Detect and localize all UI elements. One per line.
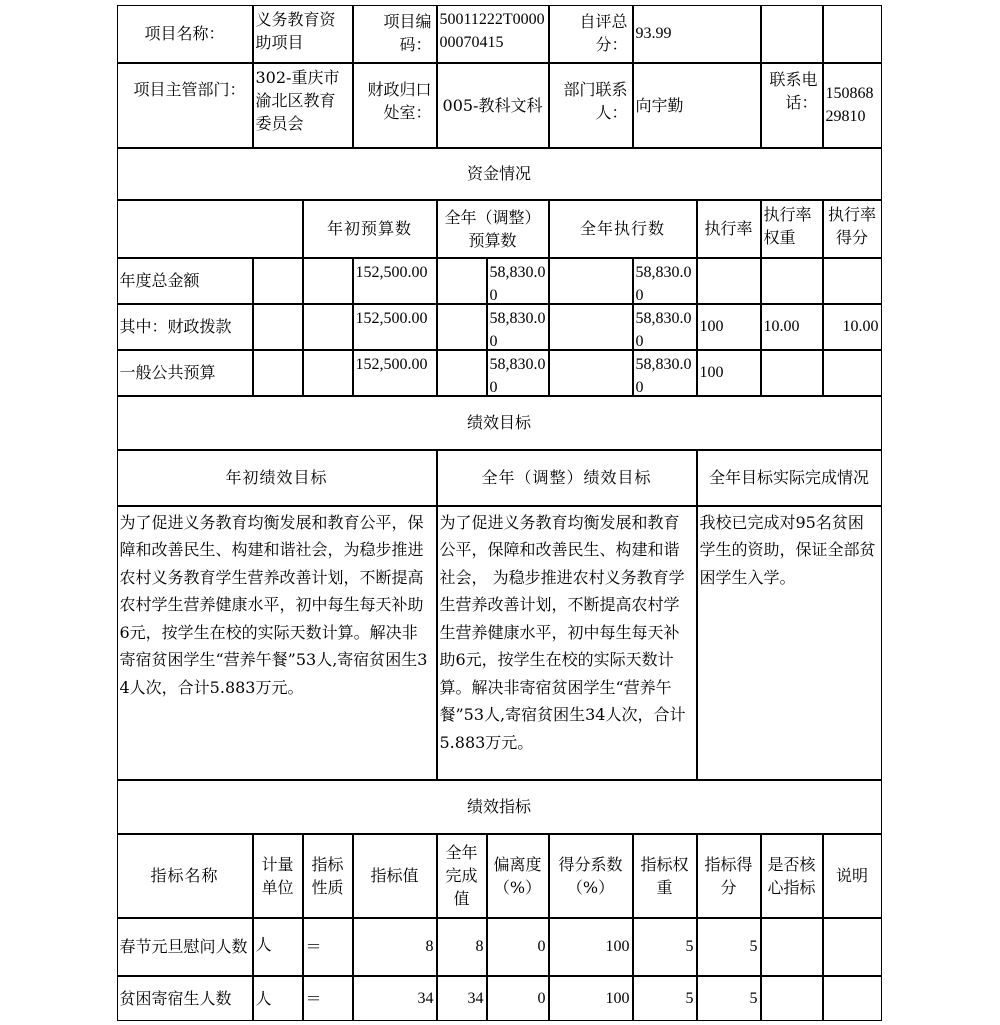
funds-row-initial: 152,500.00 (353, 350, 437, 396)
empty-cell (253, 258, 303, 304)
score-value: 93.99 (633, 5, 761, 63)
empty-cell (303, 258, 353, 304)
funds-header-blank (117, 200, 303, 258)
funds-row-adjusted: 58,830.00 (487, 258, 549, 304)
ind-header-score: 指标得分 (697, 834, 761, 918)
dept-label: 项目主管部门： (117, 63, 253, 148)
ind-row-score: 5 (697, 918, 761, 976)
funds-row-initial: 152,500.00 (353, 258, 437, 304)
funds-row-initial: 152,500.00 (353, 304, 437, 350)
project-name-label: 项目名称： (117, 5, 253, 63)
ind-row-name: 春节元旦慰问人数 (117, 918, 253, 976)
funds-header-executed: 全年执行数 (549, 200, 697, 258)
funds-section-title: 资金情况 (117, 148, 882, 200)
ind-header-weight: 指标权重 (633, 834, 697, 918)
goals-header-initial: 年初绩效目标 (117, 450, 437, 506)
dept-value: 302-重庆市渝北区教育委员会 (253, 63, 353, 148)
ind-row-nature: ＝ (303, 918, 353, 976)
funds-row-adjusted: 58,830.00 (487, 304, 549, 350)
project-code-label: 项目编码： (353, 5, 437, 63)
finance-dept-value: 005-教科文科 (437, 63, 549, 148)
ind-row-note (823, 976, 882, 1021)
empty-cell (437, 350, 487, 396)
funds-header-score: 执行率得分 (823, 200, 882, 258)
ind-row-deviation: 0 (487, 976, 549, 1021)
goals-actual-text: 我校已完成对95名贫困学生的资助，保证全部贫困学生入学。 (697, 506, 882, 780)
ind-row-unit: 人 (253, 918, 303, 976)
empty-cell (549, 258, 633, 304)
empty-cell (761, 5, 823, 63)
ind-row-coef: 100 (549, 976, 633, 1021)
project-code-value: 50011222T000000070415 (437, 5, 549, 63)
ind-header-actual: 全年完成值 (437, 834, 487, 918)
funds-row-executed: 58,830.00 (633, 304, 697, 350)
empty-cell (303, 350, 353, 396)
goals-section-title: 绩效目标 (117, 396, 882, 450)
ind-row-unit: 人 (253, 976, 303, 1021)
ind-row-core (761, 918, 823, 976)
ind-row-name: 贫困寄宿生人数 (117, 976, 253, 1021)
funds-row-weight (761, 350, 823, 396)
funds-row-label: 年度总金额 (117, 258, 253, 304)
funds-row-weight (761, 258, 823, 304)
empty-cell (437, 304, 487, 350)
empty-cell (253, 350, 303, 396)
funds-header-initial: 年初预算数 (303, 200, 437, 258)
phone-value: 15086829810 (823, 63, 882, 148)
ind-row-deviation: 0 (487, 918, 549, 976)
empty-cell (823, 5, 882, 63)
funds-header-weight: 执行率权重 (761, 200, 823, 258)
contact-label: 部门联系人： (549, 63, 633, 148)
funds-row-rate: 100 (697, 350, 761, 396)
ind-header-core: 是否核心指标 (761, 834, 823, 918)
project-name-value: 义务教育资助项目 (253, 5, 353, 63)
funds-row-label: 一般公共预算 (117, 350, 253, 396)
funds-row-weight: 10.00 (761, 304, 823, 350)
goals-header-actual: 全年目标实际完成情况 (697, 450, 882, 506)
ind-row-coef: 100 (549, 918, 633, 976)
ind-header-nature: 指标性质 (303, 834, 353, 918)
funds-header-adjusted: 全年（调整）预算数 (437, 200, 549, 258)
funds-header-rate: 执行率 (697, 200, 761, 258)
empty-cell (437, 258, 487, 304)
ind-header-target: 指标值 (353, 834, 437, 918)
contact-value: 向宇勤 (633, 63, 761, 148)
goals-initial-text: 为了促进义务教育均衡发展和教育公平，保障和改善民生、构建和谐社会，为稳步推进农村义务教育学生营养改善计划，不断提高农村学生营养健康水平，初中每生每天补助6元，按学生在校的实际天数计算。解决非寄宿贫困学生“营养午餐”53人,寄宿贫困生34人次，合计5.883万元。 (117, 506, 437, 780)
funds-row-score (823, 350, 882, 396)
ind-row-actual: 8 (437, 918, 487, 976)
indicators-section-title: 绩效指标 (117, 780, 882, 834)
ind-row-note (823, 918, 882, 976)
finance-dept-label: 财政归口处室： (353, 63, 437, 148)
ind-row-target: 34 (353, 976, 437, 1021)
empty-cell (549, 350, 633, 396)
score-label: 自评总分： (549, 5, 633, 63)
ind-row-weight: 5 (633, 976, 697, 1021)
funds-row-score: 10.00 (823, 304, 882, 350)
ind-row-score: 5 (697, 976, 761, 1021)
funds-row-rate: 100 (697, 304, 761, 350)
goals-header-adjusted: 全年（调整）绩效目标 (437, 450, 697, 506)
funds-row-rate (697, 258, 761, 304)
funds-row-score (823, 258, 882, 304)
ind-row-weight: 5 (633, 918, 697, 976)
ind-row-target: 8 (353, 918, 437, 976)
empty-cell (303, 304, 353, 350)
funds-row-executed: 58,830.00 (633, 258, 697, 304)
ind-row-actual: 34 (437, 976, 487, 1021)
empty-cell (549, 304, 633, 350)
ind-row-nature: ＝ (303, 976, 353, 1021)
goals-adjusted-text: 为了促进义务教育均衡发展和教育公平，保障和改善民生、构建和谐社会， 为稳步推进农村义务教育学生营养改善计划，不断提高农村学生营养健康水平，初中每生每天补助6元，按学生在校的实际天数计算。解决非寄宿贫困学生“营养午餐”53人,寄宿贫困生34人次，合计5.883万元。 (437, 506, 697, 780)
ind-header-note: 说明 (823, 834, 882, 918)
funds-row-executed: 58,830.00 (633, 350, 697, 396)
ind-header-unit: 计量单位 (253, 834, 303, 918)
empty-cell (253, 304, 303, 350)
ind-row-core (761, 976, 823, 1021)
funds-row-adjusted: 58,830.00 (487, 350, 549, 396)
ind-header-deviation: 偏离度（%） (487, 834, 549, 918)
ind-header-name: 指标名称 (117, 834, 253, 918)
ind-header-coef: 得分系数（%） (549, 834, 633, 918)
funds-row-label: 其中：财政拨款 (117, 304, 253, 350)
phone-label: 联系电话： (761, 63, 823, 148)
